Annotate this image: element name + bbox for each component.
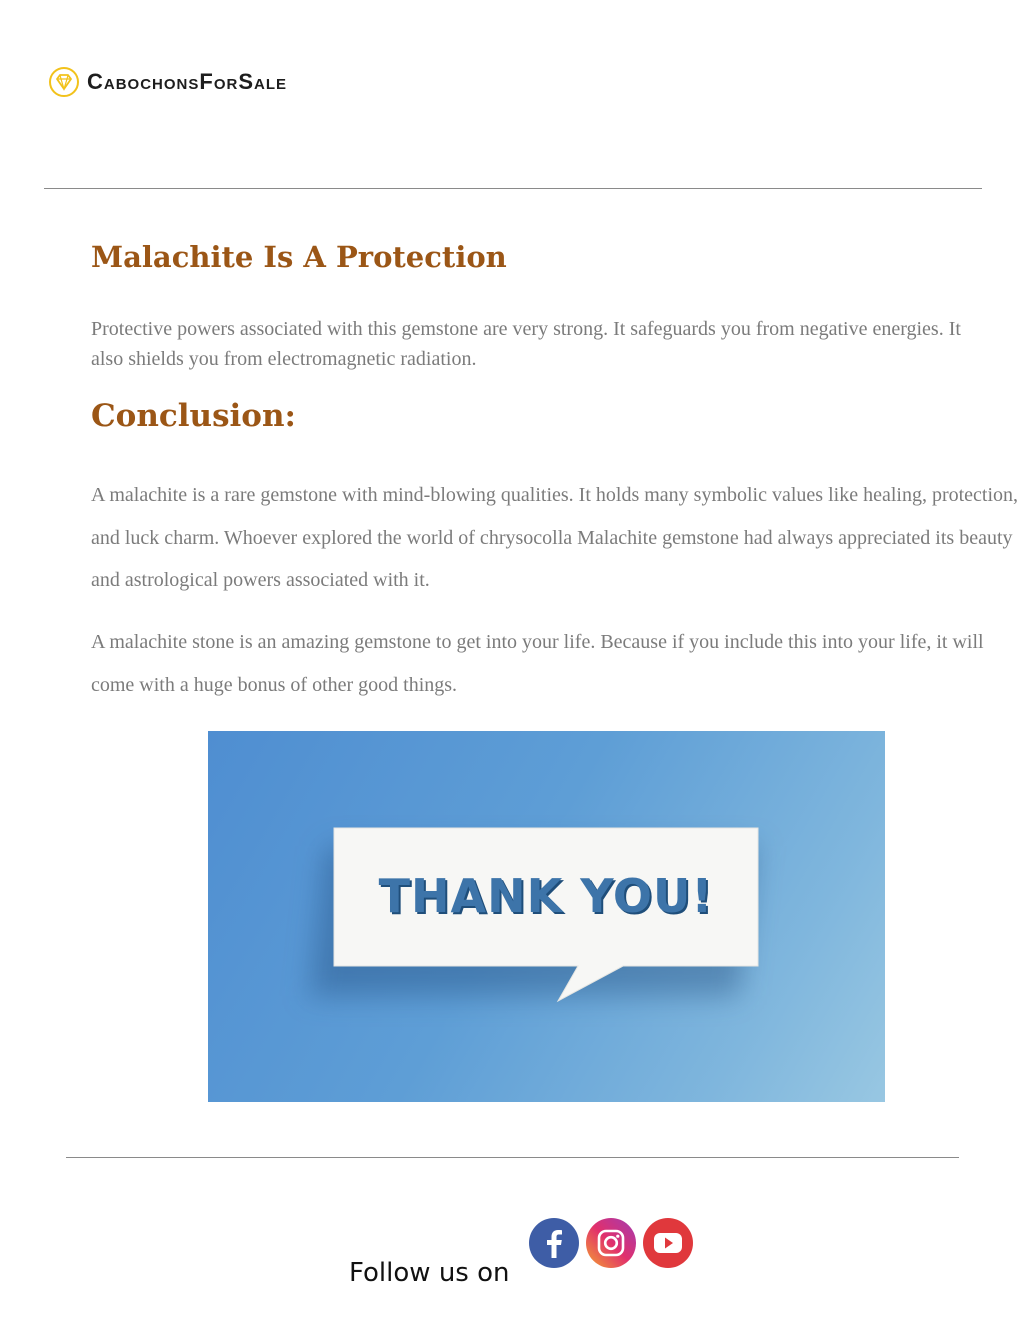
top-divider [44, 188, 982, 189]
instagram-icon [586, 1218, 636, 1268]
follow-us [349, 1240, 510, 1288]
instagram-link[interactable] [586, 1218, 636, 1268]
facebook-link[interactable] [529, 1218, 579, 1268]
brand-name: CabochonsForSale [87, 69, 288, 94]
conclusion-paragraph-2: A malachite stone is an amazing gemstone to get into your life. Because if you include this into your life, it will come with a huge bonus of other good things. [91, 631, 984, 696]
thank-you-image [208, 731, 885, 1102]
bottom-divider [66, 1157, 959, 1158]
thank-you-text: THANK YOU! [378, 869, 714, 923]
gem-icon [48, 66, 80, 98]
youtube-link[interactable] [643, 1218, 693, 1268]
conclusion-paragraph-1: A malachite is a rare gemstone with mind-blowing qualities. It holds many symbolic values like healing, protection, and luck charm. Whoever explored the world of chrysocolla Malachite gemstone had always appreciated its beauty and astrological powers associated with it. [91, 484, 1019, 591]
protection-body: Protective powers associated with this gemstone are very strong. It safeguards you from negative energies. It also shields you from electromagnetic radiation. [91, 318, 961, 370]
follow-label: Follow us on [349, 1258, 510, 1288]
youtube-icon [643, 1218, 693, 1268]
protection-heading: Malachite Is A Protection [91, 240, 507, 274]
facebook-icon [529, 1218, 579, 1268]
brand-logo[interactable] [48, 66, 287, 98]
conclusion-heading: Conclusion: [91, 398, 296, 434]
